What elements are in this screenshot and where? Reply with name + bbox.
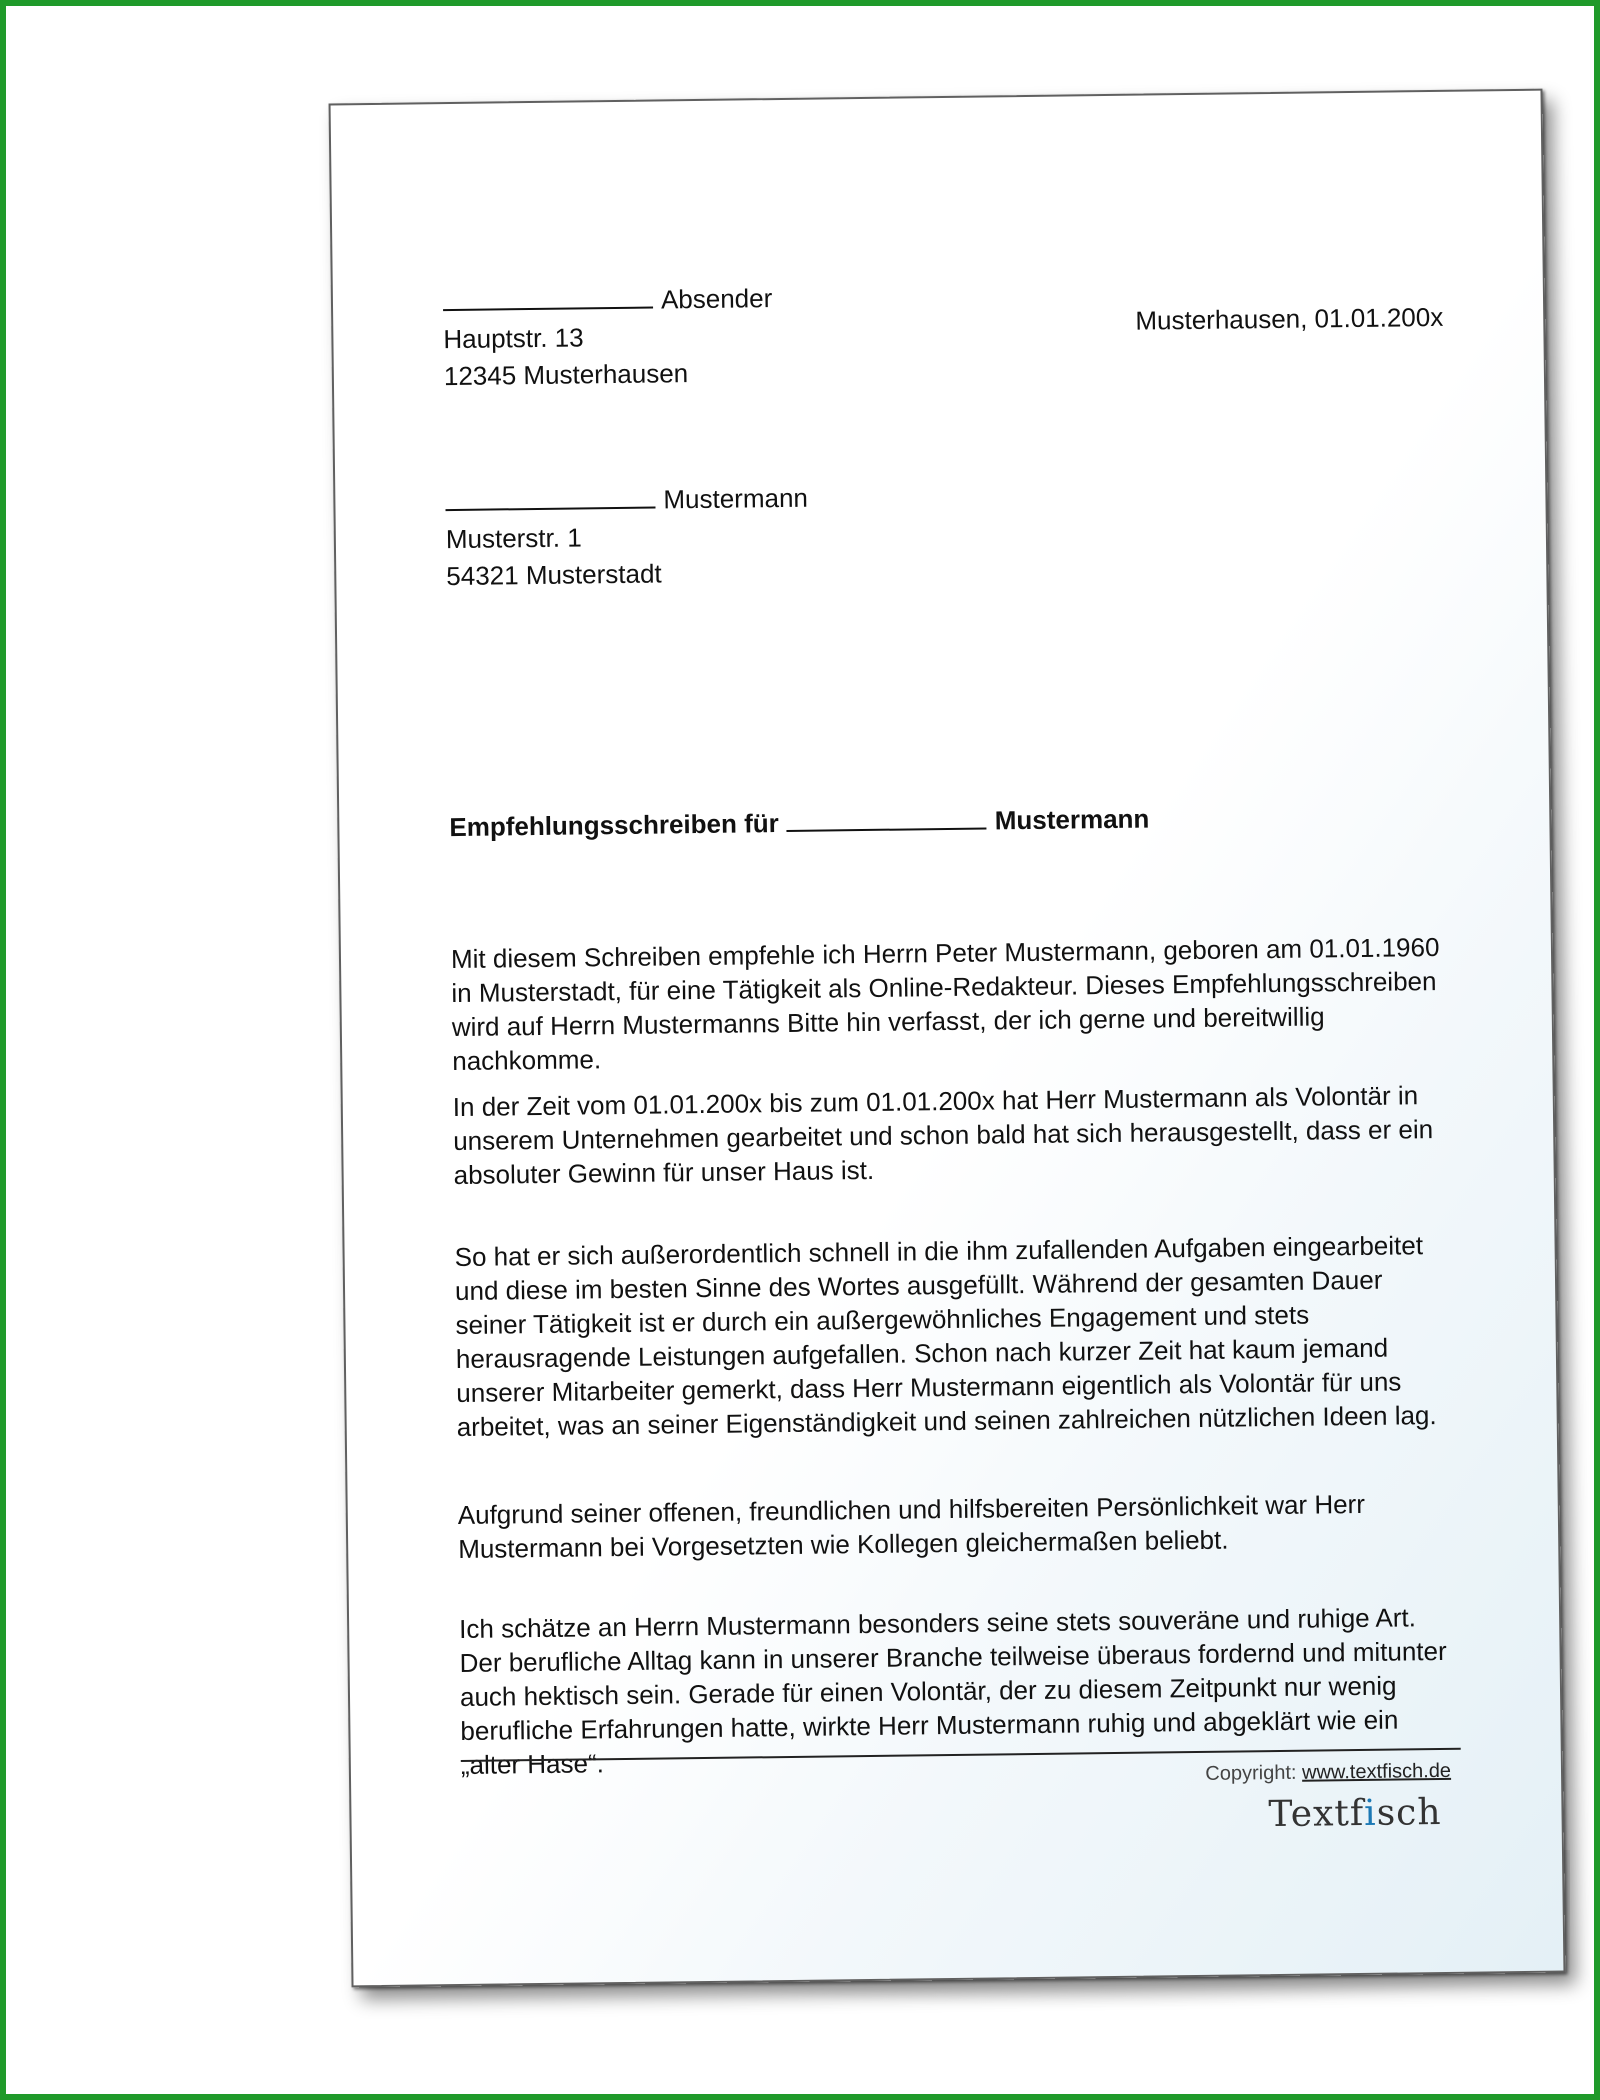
body-paragraph: In der Zeit vom 01.01.200x bis zum 01.01.200x hat Herr Mustermann als Volontär in unserem Unternehmen gearbeitet und schon bald hat sich herausgestellt, dass er ein absoluter Gewinn für unser Haus ist. (452, 1080, 1434, 1191)
copyright-label: Copyright: (1205, 1761, 1297, 1785)
sender-city: 12345 Musterhausen (443, 358, 689, 392)
recipient-name-label: Mustermann (663, 482, 809, 515)
subject-suffix: Mustermann (994, 803, 1150, 836)
sender-street: Hauptstr. 13 (443, 322, 584, 355)
copyright-note (1205, 1760, 1451, 1786)
subject-prefix: Empfehlungsschreiben für (449, 808, 779, 843)
body-paragraph: Ich schätze an Herrn Mustermann besonders seine stets souveräne und ruhige Art. Der berufliche Alltag kann in unserer Branche teilweise überaus fordernd und mitunter auch hektisch sein. Gerade für einen Volontär, der zu diesem Zeitpunkt nur wenig berufliche Erfahrungen hatte, wirkte Herr Mustermann ruhig und abgeklärt wie ein „alter Hase“. (459, 1602, 1447, 1780)
logo-text-start: Textf (1268, 1792, 1365, 1836)
copyright-link[interactable]: www.textfisch.de (1301, 1759, 1452, 1784)
body-paragraph: Mit diesem Schreiben empfehle ich Herrn Peter Mustermann, geboren am 01.01.1960 in Musterstadt, für eine Tätigkeit als Online-Redakteur. Dieses Empfehlungsschreiben wird auf Herrn Mustermanns Bitte hin verfasst, der ich gerne und bereitwillig nachkomme. (450, 931, 1440, 1077)
letter-page (329, 89, 1566, 1988)
recipient-street: Musterstr. 1 (445, 522, 582, 555)
sender-name-line (443, 280, 773, 321)
letter-subject (449, 804, 1149, 844)
date-line: Musterhausen, 01.01.200x (1135, 301, 1444, 336)
recipient-name-line (445, 480, 808, 521)
logo-fish-letter: i (1363, 1792, 1377, 1834)
sender-name-blank (443, 285, 653, 312)
recipient-name-blank (445, 485, 655, 512)
body-paragraph: So hat er sich außerordentlich schnell in die ihm zufallenden Aufgaben eingearbeitet und diese im besten Sinne des Wortes ausgefüllt. Während der gesamten Dauer seiner Tätigkeit ist er durch ein außergewöhnliches Engagement und stets herausragende Leistungen aufgefallen. Schon nach kurzer Zeit hat kaum jemand unserer Mitarbeiter gemerkt, dass Herr Mustermann eigentlich als Volontär für uns arbeitet, was an seiner Eigenständigkeit und seinen zahlreichen nützlichen Ideen lag. (454, 1230, 1437, 1443)
sender-name-label: Absender (660, 283, 773, 315)
textfisch-logo (1268, 1792, 1441, 1835)
logo-text-end: sch (1376, 1792, 1442, 1834)
recipient-city: 54321 Musterstadt (446, 558, 662, 592)
body-paragraph: Aufgrund seiner offenen, freundlichen und hilfsbereiten Persönlichkeit war Herr Mustermann bei Vorgesetzten wie Kollegen gleichermaßen beliebt. (457, 1488, 1366, 1565)
subject-blank (787, 805, 987, 831)
